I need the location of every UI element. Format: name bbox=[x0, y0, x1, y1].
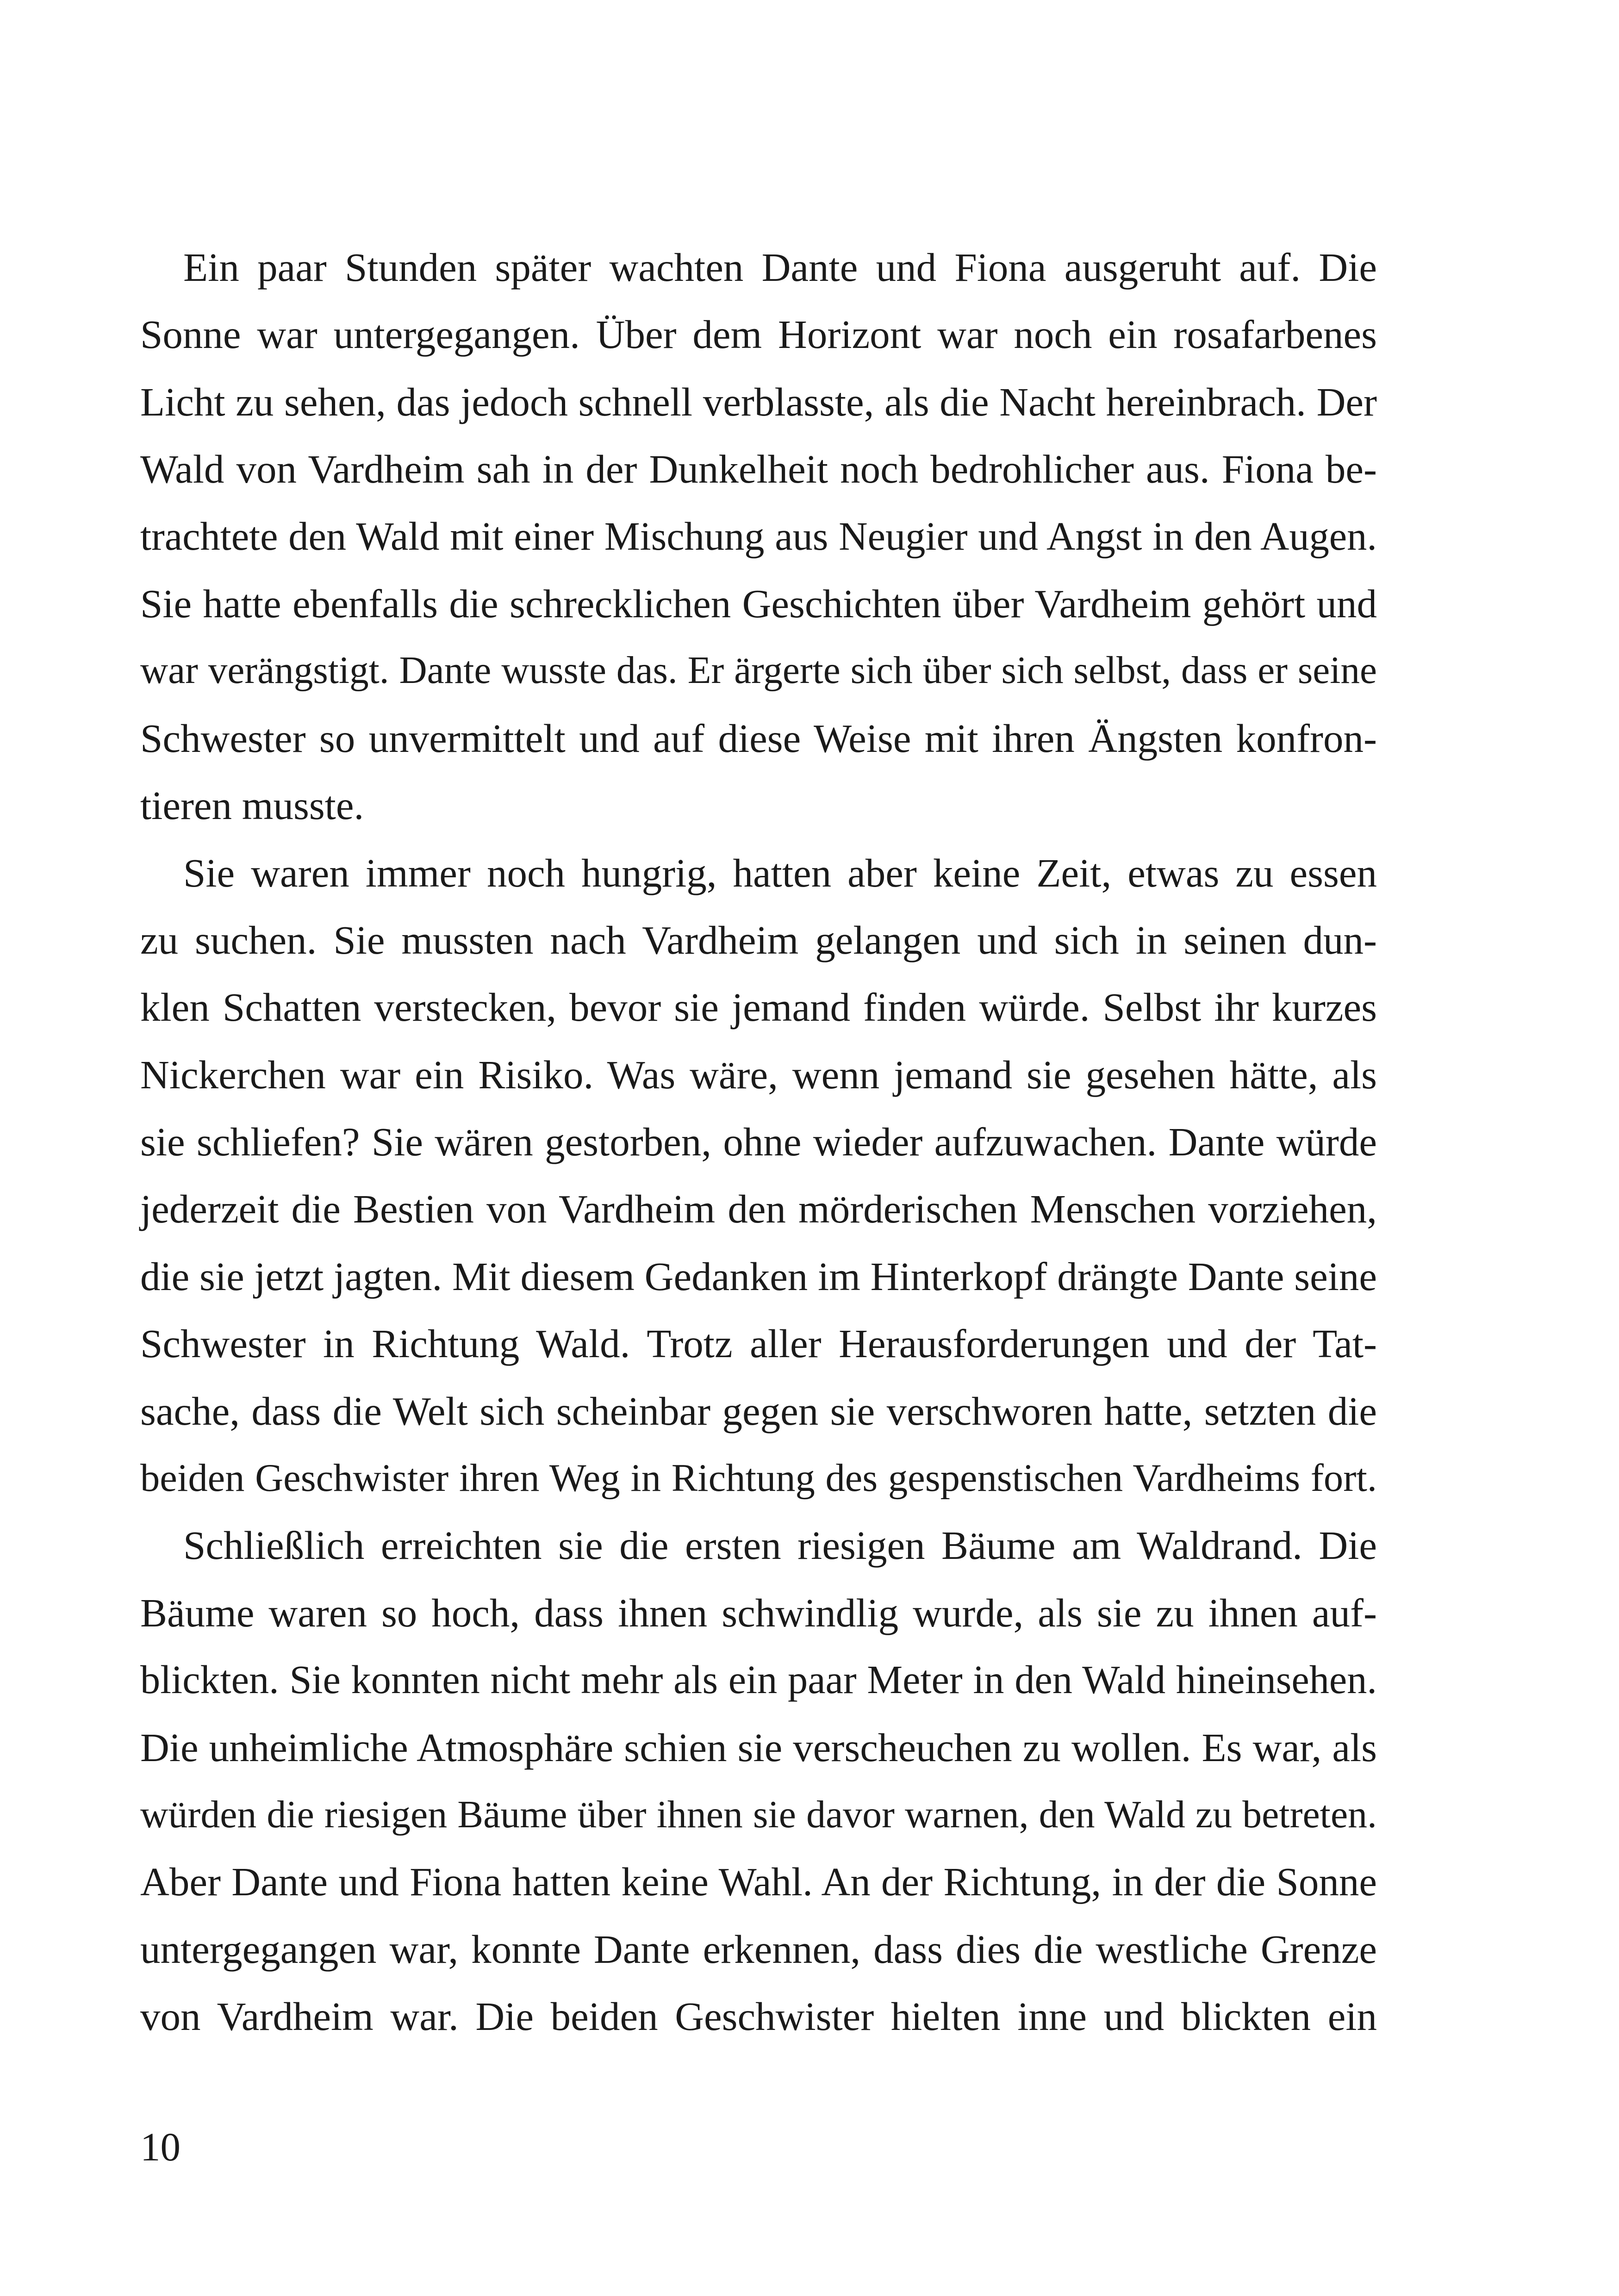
paragraph-2-line-1: Sie waren immer noch hungrig, hatten aber keine Zeit, etwas zu essen bbox=[183, 850, 1377, 895]
paragraph-3-line-4: Die unheimliche Atmosphäre schien sie verscheuchen zu wollen. Es war, als bbox=[140, 1725, 1377, 1770]
paragraph-1-line-2: Sonne war untergegangen. Über dem Horizont war noch ein rosafarbenes bbox=[140, 312, 1377, 357]
paragraph-2-line-5: sie schliefen? Sie wären gestorben, ohne wieder aufzuwachen. Dante würde bbox=[140, 1119, 1377, 1165]
paragraph-1-line-1: Ein paar Stunden später wachten Dante und Fiona ausgeruht auf. Die bbox=[183, 245, 1377, 290]
paragraph-2-line-10: beiden Geschwister ihren Weg in Richtung des gespenstischen Vardheims fort. bbox=[140, 1457, 1377, 1500]
paragraph-3-line-7: untergegangen war, konnte Dante erkennen, dass dies die westliche Grenze bbox=[140, 1926, 1377, 1972]
paragraph-3-line-1: Schließlich erreichten sie die ersten riesigen Bäume am Waldrand. Die bbox=[183, 1523, 1377, 1568]
paragraph-3-line-6: Aber Dante und Fiona hatten keine Wahl. An der Richtung, in der die Sonne bbox=[140, 1859, 1377, 1905]
paragraph-3-line-3: blickten. Sie konnten nicht mehr als ein paar Meter in den Wald hineinsehen. bbox=[140, 1657, 1377, 1702]
paragraph-1-line-5: trachtete den Wald mit einer Mischung aus Neugier und Angst in den Augen. bbox=[140, 514, 1377, 558]
paragraph-1-line-7: war verängstigt. Dante wusste das. Er ärgerte sich über sich selbst, dass er seine bbox=[140, 649, 1377, 692]
paragraph-3-line-8: von Vardheim war. Die beiden Geschwister hielten inne und blickten ein bbox=[140, 1994, 1377, 2039]
paragraph-2-line-8: Schwester in Richtung Wald. Trotz aller Herausforderungen und der Tat- bbox=[140, 1321, 1377, 1366]
paragraph-2-line-4: Nickerchen war ein Risiko. Was wäre, wenn jemand sie gesehen hätte, als bbox=[140, 1052, 1377, 1097]
page-number: 10 bbox=[140, 2124, 181, 2169]
paragraph-1-line-4: Wald von Vardheim sah in der Dunkelheit noch bedrohlicher aus. Fiona be- bbox=[140, 447, 1377, 492]
paragraph-2-line-6: jederzeit die Bestien von Vardheim den mörderischen Menschen vorziehen, bbox=[140, 1186, 1377, 1232]
paragraph-2-line-9: sache, dass die Welt sich scheinbar gegen sie verschworen hatte, setzten die bbox=[140, 1388, 1377, 1433]
paragraph-1-line-9: tieren musste. bbox=[140, 783, 364, 828]
body-text bbox=[140, 234, 1377, 2050]
paragraph-1-line-6: Sie hatte ebenfalls die schrecklichen Geschichten über Vardheim gehört und bbox=[140, 581, 1377, 626]
paragraph-1-line-8: Schwester so unvermittelt und auf diese Weise mit ihren Ängsten konfron- bbox=[140, 715, 1377, 761]
paragraph-3-line-5: würden die riesigen Bäume über ihnen sie davor warnen, den Wald zu betreten. bbox=[140, 1793, 1377, 1836]
paragraph-2-line-3: klen Schatten verstecken, bevor sie jemand finden würde. Selbst ihr kurzes bbox=[140, 985, 1377, 1030]
paragraph-2-line-7: die sie jetzt jagten. Mit diesem Gedanken im Hinterkopf drängte Dante seine bbox=[140, 1253, 1377, 1299]
paragraph-3-line-2: Bäume waren so hoch, dass ihnen schwindlig wurde, als sie zu ihnen auf- bbox=[140, 1590, 1377, 1635]
paragraph-1-line-3: Licht zu sehen, das jedoch schnell verblasste, als die Nacht hereinbrach. Der bbox=[140, 379, 1377, 424]
paragraph-2-line-2: zu suchen. Sie mussten nach Vardheim gelangen und sich in seinen dun- bbox=[140, 917, 1377, 962]
